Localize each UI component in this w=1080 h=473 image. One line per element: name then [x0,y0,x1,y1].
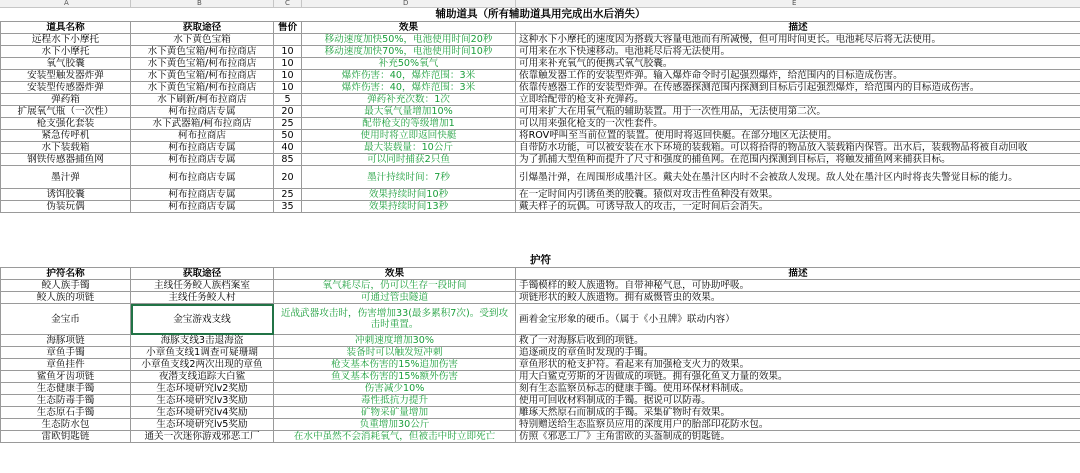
charm-source-cell[interactable]: 生态环境研究lv4奖励 [131,407,274,419]
charm-effect-cell[interactable]: 枪支基本伤害的15%追加伤害 [274,359,516,371]
charm-effect-cell[interactable]: 在水中虽然不会消耗氧气，但被击中时立即死亡 [274,431,516,443]
tool-name-cell[interactable]: 氧气胶囊 [1,58,131,70]
tool-price-cell[interactable]: 5 [274,94,302,106]
charm-effect-cell[interactable]: 装备时可以触发短冲刺 [274,347,516,359]
tool-desc-cell[interactable]: 引爆墨汁弹，在周围形成墨汁区。戴夫处在墨汁区内时不会被敌人发现。敌人处在墨汁区内时将丧失警觉目标的能力。 [516,166,1080,189]
tool-price-cell[interactable]: 25 [274,189,302,201]
tool-effect-cell[interactable]: 补充50%氧气 [302,58,516,70]
charms-body [1,280,1080,443]
tool-name-cell[interactable]: 伪装玩偶 [1,201,131,213]
charm-source-cell[interactable]: 生态环境研究lv3奖励 [131,395,274,407]
tool-source-cell[interactable]: 水下黄色宝箱/柯布拉商店 [131,82,274,94]
tool-effect-cell[interactable]: 爆炸伤害：40，爆炸范围：3米 [302,82,516,94]
tool-desc-cell[interactable]: 戴夫样子的玩偶。可诱导敌人的攻击，一定时间后会消失。 [516,201,1080,213]
charms-row [1,280,1080,292]
tool-price-cell[interactable]: 10 [274,46,302,58]
tools-row [1,82,1080,94]
tool-desc-cell[interactable]: 自带防水功能，可以被安装在水下环境的装载箱。可以将拾得的物品放入装载箱内保管。出水后，装载物品将被自动回收 [516,142,1080,154]
tool-desc-cell[interactable]: 这种水下小摩托的速度因为搭载大容量电池而有所减慢，但可用时间更长。电池耗尽后将无法使用。 [516,34,1080,46]
tool-desc-cell[interactable]: 在一定时间内引诱鱼类的胶囊。猿似对攻击性鱼种没有效果。 [516,189,1080,201]
tool-price-cell[interactable]: 10 [274,58,302,70]
charm-name-cell[interactable]: 生态健康手镯 [1,383,131,395]
charm-effect-cell[interactable]: 毒性抵抗力提升 [274,395,516,407]
tool-source-cell[interactable]: 水下黄色宝箱/柯布拉商店 [131,58,274,70]
charm-name-cell[interactable]: 生态原石手镯 [1,407,131,419]
charm-desc-cell[interactable]: 项链形状的鲛人族遗物。拥有威慑管虫的效果。 [516,292,1080,304]
charm-effect-cell[interactable]: 伤害减少10% [274,383,516,395]
charm-name-cell[interactable]: 生态防毒手镯 [1,395,131,407]
tools-row [1,201,1080,213]
tools-row [1,154,1080,166]
charms-header-row [1,268,1080,280]
tool-price-cell[interactable] [274,34,302,46]
tools-header-effect[interactable]: 效果 [302,22,516,34]
tool-effect-cell[interactable]: 效果持续时间10秒 [302,189,516,201]
tools-row [1,130,1080,142]
tools-header-source[interactable]: 获取途径 [131,22,274,34]
charm-effect-cell[interactable]: 矿物采矿量增加 [274,407,516,419]
charm-name-cell[interactable]: 鲛人族的项链 [1,292,131,304]
tool-name-cell[interactable]: 远程水下小摩托 [1,34,131,46]
charms-header-name[interactable]: 护符名称 [1,268,131,280]
charm-source-cell[interactable]: 通关一次迷你游戏邪恶工厂 [131,431,274,443]
charm-source-cell[interactable]: 生态环境研究lv5奖励 [131,419,274,431]
tool-effect-cell[interactable]: 墨汁持续时间：7秒 [302,166,516,189]
charm-desc-cell[interactable]: 追逐顽皮的章鱼时发现的手镯。 [516,347,1080,359]
tool-name-cell[interactable]: 弹药箱 [1,94,131,106]
charm-desc-cell[interactable]: 仿照《邪恶工厂》主角雷欧的头盔制成的钥匙链。 [516,431,1080,443]
charms-row [1,407,1080,419]
tools-row [1,34,1080,46]
charm-name-cell[interactable]: 鲨鱼牙齿项链 [1,371,131,383]
charms-row [1,335,1080,347]
tool-desc-cell[interactable]: 立即给配带的枪支补充弹药。 [516,94,1080,106]
charms-header-desc[interactable]: 描述 [516,268,1080,280]
charm-source-cell[interactable]: 生态环境研究lv2奖励 [131,383,274,395]
tool-name-cell[interactable]: 安装型传感器炸弹 [1,82,131,94]
charm-effect-cell[interactable]: 氧气耗尽后，仍可以生存一段时间 [274,280,516,292]
tools-header-name[interactable]: 道具名称 [1,22,131,34]
tool-price-cell[interactable]: 35 [274,201,302,213]
charm-source-cell[interactable]: 金宝游戏支线 [131,304,274,335]
charm-source-cell[interactable]: 小章鱼支线2两次出现的章鱼 [131,359,274,371]
charm-name-cell[interactable]: 章鱼手镯 [1,347,131,359]
tool-desc-cell[interactable]: 依靠传感器工作的安装型炸弹。在传感器探测范围内探测到目标后引起强烈爆炸，给范围内的目标造成伤害。 [516,82,1080,94]
tools-row [1,189,1080,201]
tool-desc-cell[interactable]: 可以用来强化枪支的一次性套件。 [516,118,1080,130]
column-header-bar [0,0,1080,8]
tool-effect-cell[interactable]: 移动速度加快70%，电池使用时间10秒 [302,46,516,58]
tools-row [1,118,1080,130]
tool-effect-cell[interactable]: 可以同时捕获2只鱼 [302,154,516,166]
charms-row [1,395,1080,407]
tool-effect-cell[interactable]: 最大氧气量增加10% [302,106,516,118]
charm-desc-cell[interactable]: 救了一对海豚后收到的项链。 [516,335,1080,347]
charm-effect-cell[interactable]: 鱼叉基本伤害的15%额外伤害 [274,371,516,383]
tool-effect-cell[interactable]: 爆炸伤害：40，爆炸范围：3米 [302,70,516,82]
charms-row [1,371,1080,383]
column-letter-a[interactable]: A [64,0,69,7]
tool-source-cell[interactable]: 水下黄色宝箱/柯布拉商店 [131,70,274,82]
tool-source-cell[interactable]: 柯布拉商店专属 [131,106,274,118]
tools-row [1,94,1080,106]
tool-price-cell[interactable]: 20 [274,106,302,118]
tool-name-cell[interactable]: 扩展氧气瓶（一次性） [1,106,131,118]
tool-name-cell[interactable]: 水下装载箱 [1,142,131,154]
charms-row [1,383,1080,395]
tool-effect-cell[interactable]: 配带枪支的等级增加1 [302,118,516,130]
charms-row [1,304,1080,335]
tool-desc-cell[interactable]: 依靠触发器工作的安装型炸弹。输入爆炸命令时引起强烈爆炸，给范围内的目标造成伤害。 [516,70,1080,82]
tool-source-cell[interactable]: 柯布拉商店 [131,130,274,142]
charm-desc-cell[interactable]: 雕琢天然原石而制成的手镯。采集矿物时有效果。 [516,407,1080,419]
tool-price-cell[interactable]: 40 [274,142,302,154]
charm-source-cell[interactable]: 夜潜支线追踪大白鲨 [131,371,274,383]
charm-effect-cell[interactable]: 负重增加30公斤 [274,419,516,431]
tool-desc-cell[interactable]: 可用来补充氧气的便携式氧气胶囊。 [516,58,1080,70]
tool-source-cell[interactable]: 柯布拉商店专属 [131,201,274,213]
tool-price-cell[interactable]: 20 [274,166,302,189]
tool-name-cell[interactable]: 安装型触发器炸弹 [1,70,131,82]
charms-row [1,347,1080,359]
charm-effect-cell[interactable]: 近战武器攻击时，伤害增加33(最多累积7次)。受到攻击时重置。 [274,304,516,335]
tool-effect-cell[interactable]: 使用时将立即返回快艇 [302,130,516,142]
tools-row [1,106,1080,118]
tool-name-cell[interactable]: 枪支强化套装 [1,118,131,130]
tools-header-row [1,22,1080,34]
charm-name-cell[interactable]: 海豚项链 [1,335,131,347]
charm-desc-cell[interactable]: 用大白鲨克劳斯的牙齿做成的项链。拥有强化鱼叉力量的效果。 [516,371,1080,383]
charms-row [1,292,1080,304]
tool-effect-cell[interactable]: 最大装载量：10公斤 [302,142,516,154]
tool-name-cell[interactable]: 水下小摩托 [1,46,131,58]
tools-row [1,142,1080,154]
charm-desc-cell[interactable]: 特别赠送给生态监察员应用的深度用户的胎部印花防水包。 [516,419,1080,431]
column-letter-c[interactable]: C [285,0,290,7]
charms-table [0,254,1080,443]
tool-source-cell[interactable]: 柯布拉商店专属 [131,166,274,189]
column-letter-b[interactable]: B [197,0,202,7]
charm-name-cell[interactable]: 章鱼挂件 [1,359,131,371]
tool-effect-cell[interactable]: 效果持续时间13秒 [302,201,516,213]
charm-name-cell[interactable]: 鲛人族手镯 [1,280,131,292]
tool-source-cell[interactable]: 水下武器箱/柯布拉商店 [131,118,274,130]
charm-desc-cell[interactable]: 章鱼形状的枪支护符。看起来有加强枪支火力的效果。 [516,359,1080,371]
charms-section-title: 护符 [530,254,551,266]
charms-row [1,431,1080,443]
charm-source-cell[interactable]: 主线任务鲛人族档案室 [131,280,274,292]
charms-row [1,419,1080,431]
tool-source-cell[interactable]: 水下刷新/柯布拉商店 [131,94,274,106]
tool-effect-cell[interactable]: 弹药补充次数：1次 [302,94,516,106]
column-letter-d[interactable]: D [403,0,409,7]
tools-section-title: 辅助道具（所有辅助道具用完成出水后消失） [435,8,646,20]
charm-effect-cell[interactable]: 可通过管虫隧道 [274,292,516,304]
charms-header-source[interactable]: 获取途径 [131,268,274,280]
column-letter-e[interactable]: E [792,0,797,7]
tool-desc-cell[interactable]: 将ROV呼叫至当前位置的装置。使用时将返回快艇。在部分地区无法使用。 [516,130,1080,142]
tool-source-cell[interactable]: 柯布拉商店专属 [131,154,274,166]
tool-effect-cell[interactable]: 移动速度加快50%，电池使用时间20秒 [302,34,516,46]
charm-source-cell[interactable]: 主线任务鲛人村 [131,292,274,304]
tools-body [1,34,1080,213]
tools-row [1,70,1080,82]
tool-source-cell[interactable]: 柯布拉商店专属 [131,142,274,154]
tools-row [1,166,1080,189]
tool-price-cell[interactable]: 10 [274,82,302,94]
tool-name-cell[interactable]: 紧急传呼机 [1,130,131,142]
charm-source-cell[interactable]: 小章鱼支线1调查可疑珊瑚 [131,347,274,359]
tool-price-cell[interactable]: 25 [274,118,302,130]
tool-source-cell[interactable]: 水下黄色宝箱 [131,34,274,46]
charm-desc-cell[interactable]: 画着金宝形象的硬币。（属于《小丑牌》联动内容） [516,304,1080,335]
tool-name-cell[interactable]: 钢铁传感器捕鱼网 [1,154,131,166]
charm-name-cell[interactable]: 生态防水包 [1,419,131,431]
tools-row [1,46,1080,58]
tool-price-cell[interactable]: 85 [274,154,302,166]
charms-header-effect[interactable]: 效果 [274,268,516,280]
tool-desc-cell[interactable]: 为了抓捕大型鱼种而提升了尺寸和强度的捕鱼网。在范围内探测到目标后，将触发捕鱼网来捕获目标。 [516,154,1080,166]
charm-desc-cell[interactable]: 刻有生态监察员标志的健康手镯。使用环保材料制成。 [516,383,1080,395]
tool-name-cell[interactable]: 墨汁弹 [1,166,131,189]
charm-desc-cell[interactable]: 手镯模样的鲛人族遗物。自带神秘气息，可协助呼吸。 [516,280,1080,292]
tool-desc-cell[interactable]: 可用来在水下快速移动。电池耗尽后将无法使用。 [516,46,1080,58]
tools-header-desc[interactable]: 描述 [516,22,1080,34]
tool-price-cell[interactable]: 10 [274,70,302,82]
charm-source-cell[interactable]: 海豚支线3击退海盗 [131,335,274,347]
tools-row [1,58,1080,70]
tools-table [0,8,1080,213]
charm-desc-cell[interactable]: 使用可回收材料制成的手镯。据说可以防毒。 [516,395,1080,407]
charm-effect-cell[interactable]: 冲刺速度增加30% [274,335,516,347]
tool-price-cell[interactable]: 50 [274,130,302,142]
charm-name-cell[interactable]: 金宝币 [1,304,131,335]
charms-row [1,359,1080,371]
tool-name-cell[interactable]: 诱饵胶囊 [1,189,131,201]
tool-source-cell[interactable]: 水下黄色宝箱/柯布拉商店 [131,46,274,58]
tools-header-price[interactable]: 售价 [274,22,302,34]
tool-desc-cell[interactable]: 可用来扩大在用氧气瓶的辅助装置。用于一次性用品，无法使用第二次。 [516,106,1080,118]
tool-source-cell[interactable]: 柯布拉商店专属 [131,189,274,201]
charm-name-cell[interactable]: 雷欧钥匙链 [1,431,131,443]
